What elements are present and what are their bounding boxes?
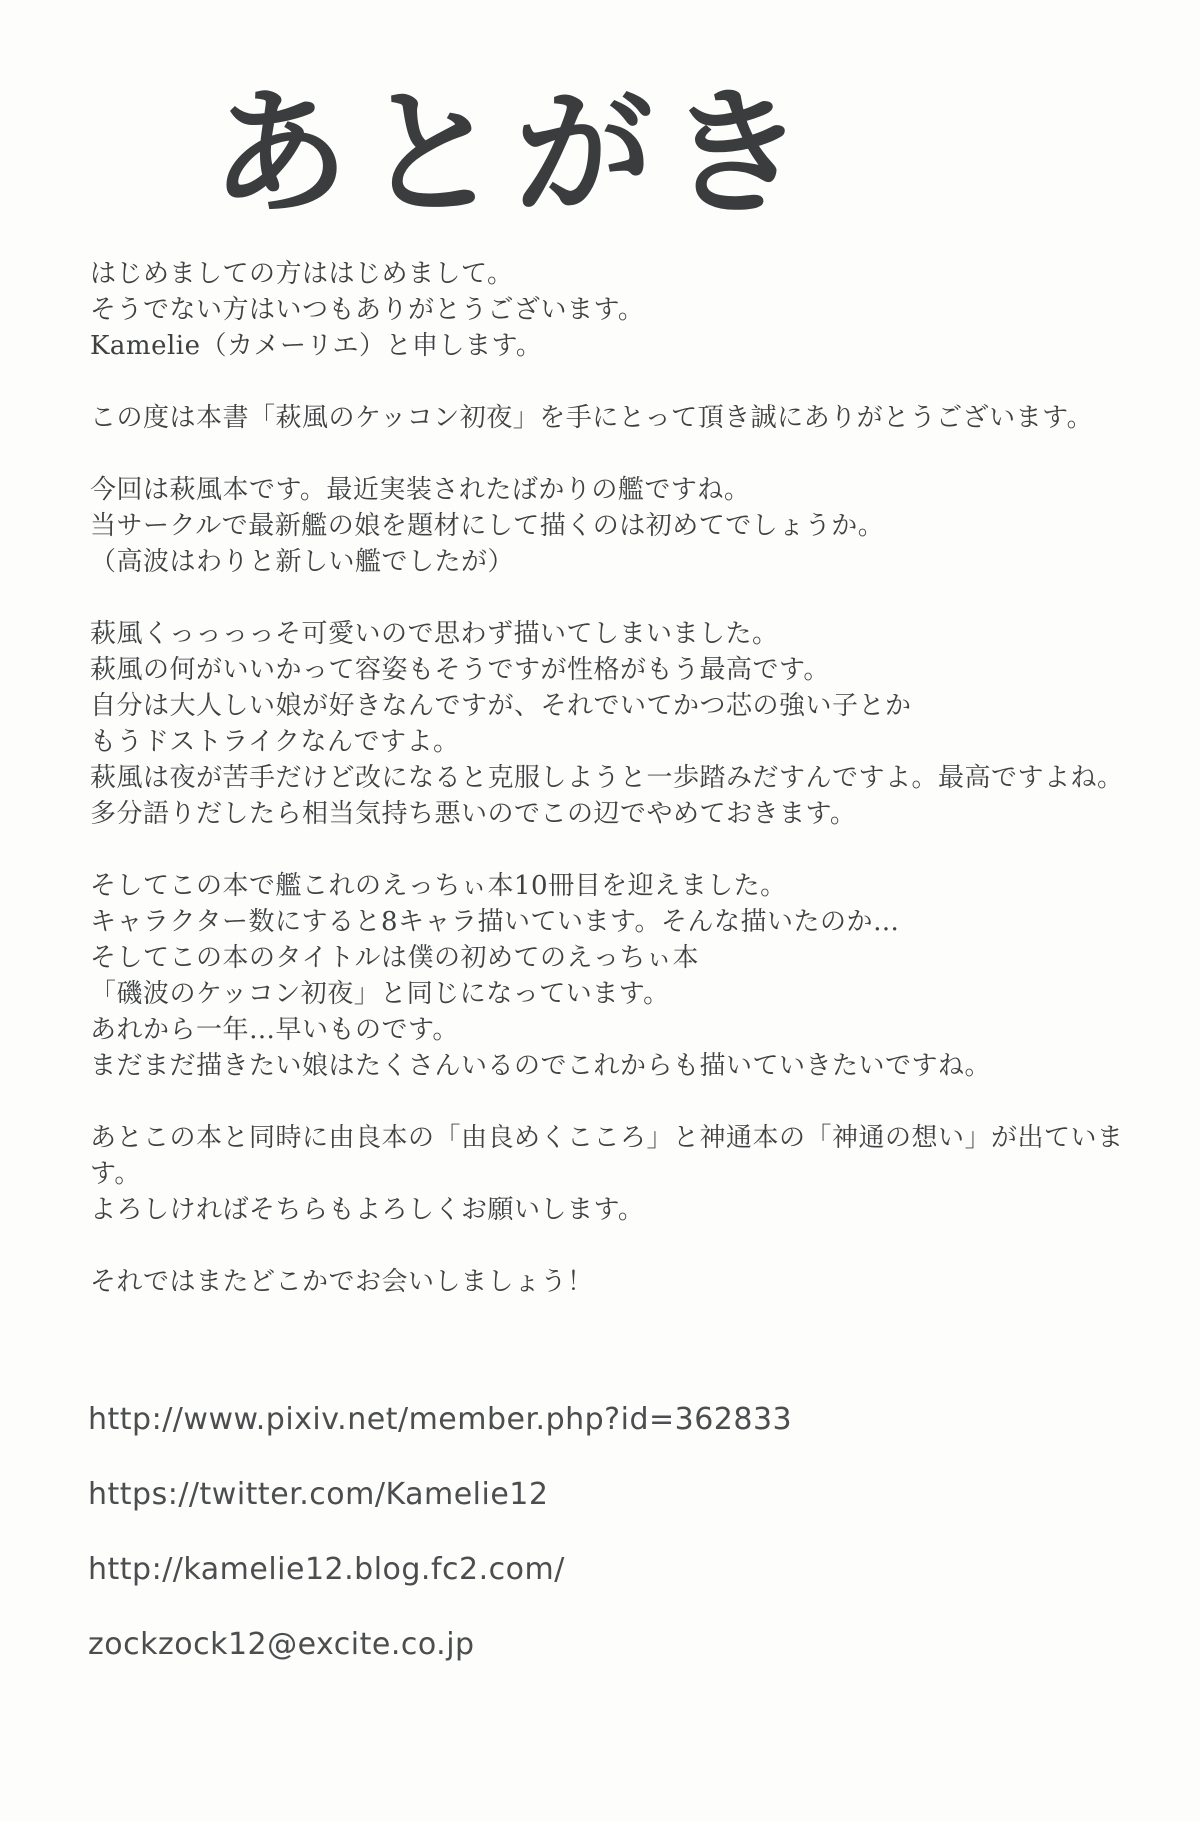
text-line: キャラクター数にすると8キャラ描いています。そんな描いたのか… [90, 906, 900, 937]
afterword-body [90, 256, 1170, 1300]
pixiv-url: http://www.pixiv.net/member.php?id=362833 [88, 1402, 793, 1437]
text-line: それではまたどこかでお会いしましょう！ [90, 1266, 594, 1297]
text-line: 今回は萩風本です。最近実装されたばかりの艦ですね。 [90, 474, 751, 505]
blog-url: http://kamelie12.blog.fc2.com/ [88, 1552, 565, 1587]
text-line: あとこの本と同時に由良本の「由良めくこころ」と神通本の「神通の想い」が出ています。 [90, 1122, 1124, 1189]
text-line: Kamelie（カメーリエ）と申します。 [90, 330, 543, 361]
paragraph-about-book [90, 472, 1170, 580]
twitter-url: https://twitter.com/Kamelie12 [88, 1477, 549, 1512]
text-line: （高波はわりと新しい艦でしたが） [90, 546, 515, 577]
paragraph-farewell [90, 1264, 1170, 1300]
text-line: よろしければそちらもよろしくお願いします。 [90, 1194, 645, 1225]
email-address: zockzock12@excite.co.jp [88, 1627, 475, 1662]
paragraph-character-praise [90, 616, 1170, 832]
paragraph-other-releases [90, 1120, 1170, 1228]
text-line: 多分語りだしたら相当気持ち悪いのでこの辺でやめておきます。 [90, 798, 857, 829]
text-line: はじめましての方ははじめまして。 [90, 258, 514, 289]
text-line: そしてこの本で艦これのえっちぃ本10冊目を迎えました。 [90, 870, 787, 901]
text-line: そしてこの本のタイトルは僕の初めてのえっちぃ本 [90, 942, 699, 973]
text-line: 萩風は夜が苦手だけど改になると克服しようと一歩踏みだすんですよ。最高ですよね。 [90, 762, 1124, 793]
text-line: まだまだ描きたい娘はたくさんいるのでこれからも描いていきたいですね。 [90, 1050, 992, 1081]
contact-links [88, 1402, 792, 1702]
text-line: 当サークルで最新艦の娘を題材にして描くのは初めてでしょうか。 [90, 510, 885, 541]
text-line: この度は本書「萩風のケッコン初夜」を手にとって頂き誠にありがとうございます。 [90, 402, 1094, 433]
text-line: そうでない方はいつもありがとうございます。 [90, 294, 645, 325]
paragraph-milestone [90, 868, 1170, 1084]
page-title: あとがき [210, 73, 819, 234]
text-line: 「磯波のケッコン初夜」と同じになっています。 [90, 978, 670, 1009]
paragraph-greeting [90, 256, 1170, 364]
text-line: 自分は大人しい娘が好きなんですが、それでいてかつ芯の強い子とか [90, 690, 912, 721]
text-line: もうドストライクなんですよ。 [90, 726, 460, 757]
text-line: あれから一年…早いものです。 [90, 1014, 459, 1045]
text-line: 萩風くっっっっそ可愛いので思わず描いてしまいました。 [90, 618, 779, 649]
paragraph-thanks [90, 400, 1170, 436]
text-line: 萩風の何がいいかって容姿もそうですが性格がもう最高です。 [90, 654, 830, 685]
